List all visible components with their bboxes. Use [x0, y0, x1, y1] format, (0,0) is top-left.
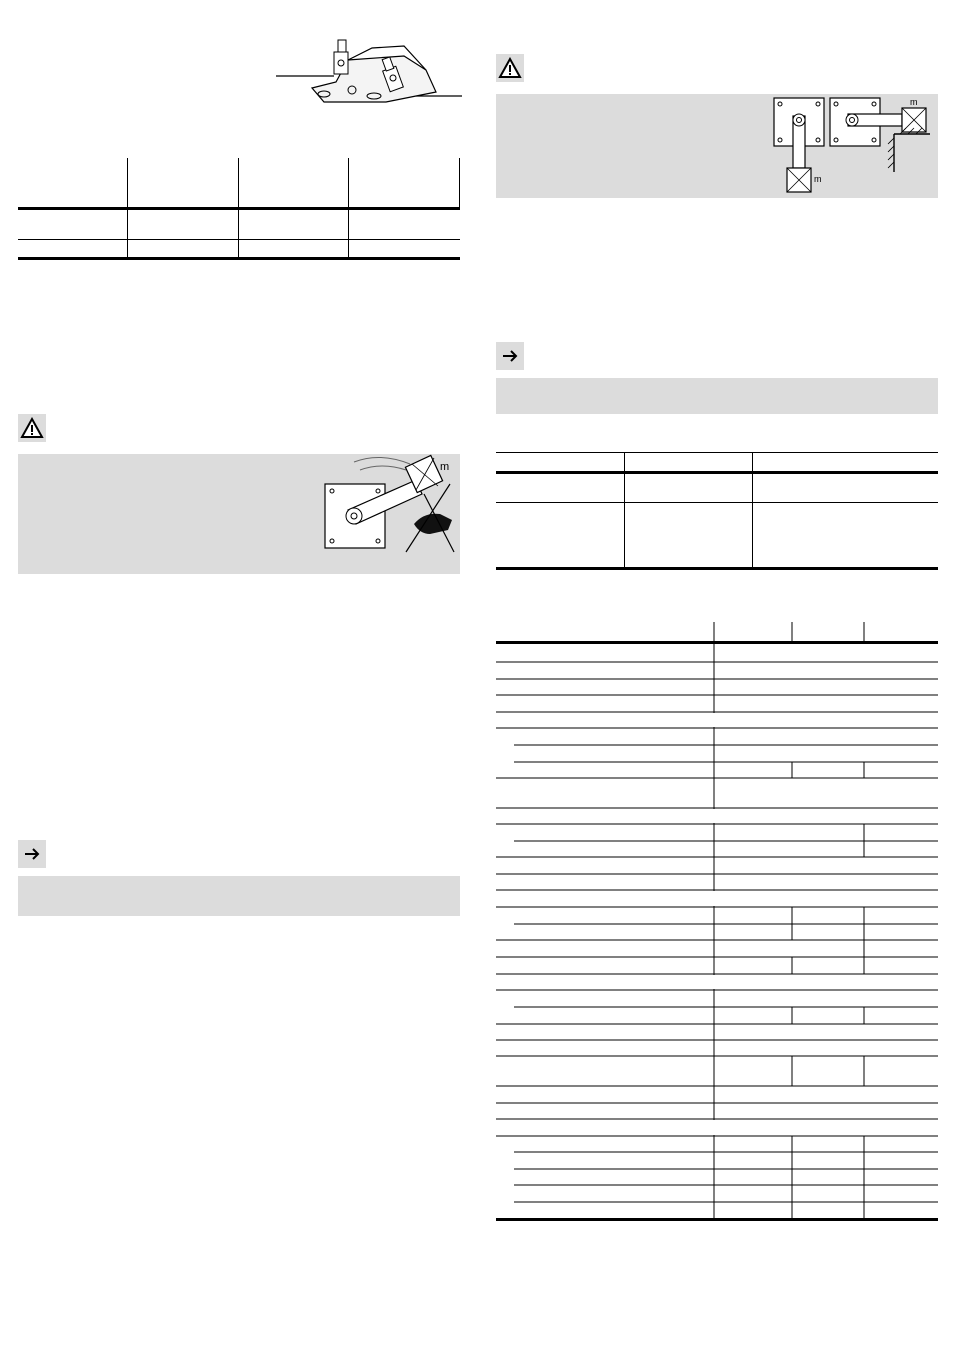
warning-1-panel	[18, 454, 460, 574]
table-2	[496, 452, 938, 572]
sensor-mounting-figure	[276, 30, 462, 110]
mass-label-2: m	[910, 97, 918, 107]
note-1-panel	[18, 876, 460, 916]
warning-1-icon-box	[18, 414, 46, 442]
note-2-icon-box	[496, 342, 524, 370]
spec-table	[496, 622, 938, 1224]
table-1	[18, 158, 460, 262]
warning-triangle-icon	[498, 57, 522, 79]
arrow-right-icon	[501, 348, 519, 364]
mass-label-1: m	[814, 174, 822, 184]
arrow-right-icon	[23, 846, 41, 862]
mounting-positions-figure	[770, 94, 938, 194]
mass-label: m	[440, 461, 450, 473]
swinging-mass-hand-hazard-figure	[320, 454, 460, 554]
warning-triangle-icon	[20, 417, 44, 439]
note-2-panel	[496, 378, 938, 414]
warning-2-panel	[496, 94, 938, 198]
warning-2-icon-box	[496, 54, 524, 82]
note-1-icon-box	[18, 840, 46, 868]
